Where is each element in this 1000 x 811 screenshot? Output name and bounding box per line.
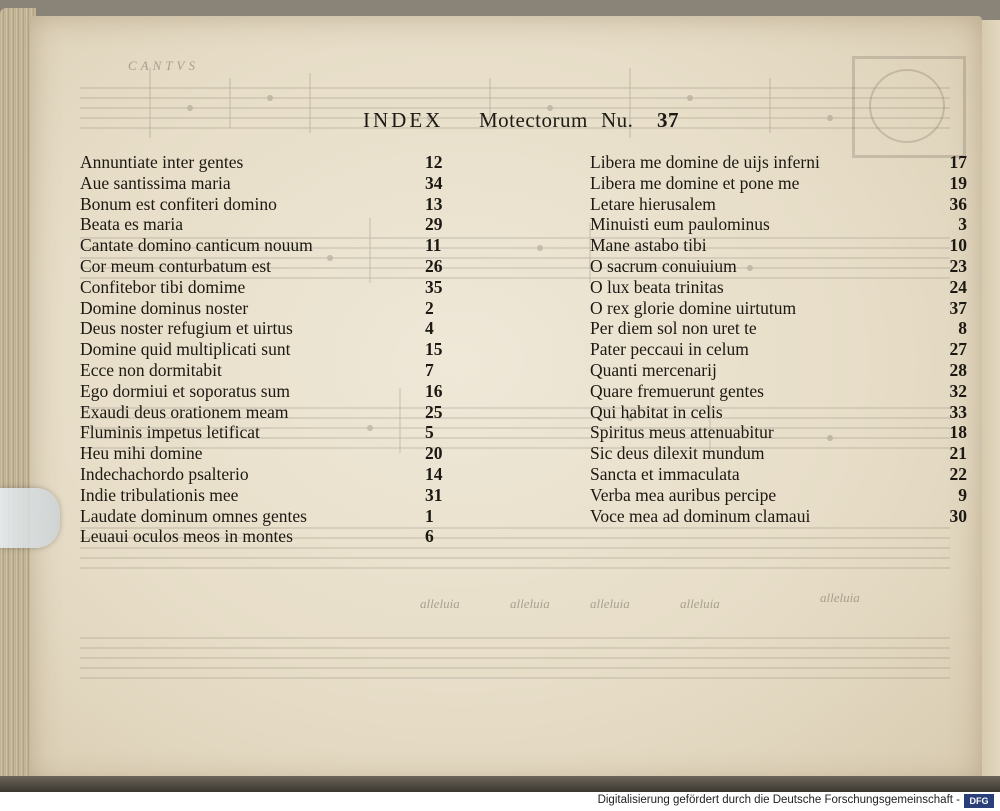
index-entry	[80, 464, 460, 485]
entry-number: 23	[949, 255, 967, 276]
entry-title: Mane astabo tibi	[590, 235, 707, 256]
entry-number: 33	[949, 401, 967, 422]
entry-title: Pater peccaui in celum	[590, 339, 749, 360]
index-entry	[590, 235, 975, 256]
index-entry	[590, 443, 975, 464]
entry-title: Heu mihi domine	[80, 443, 203, 464]
entry-title: Indie tribulationis mee	[80, 484, 239, 505]
entry-title: Voce mea ad dominum clamaui	[590, 505, 811, 526]
entry-number: 36	[949, 193, 967, 214]
entry-number: 34	[425, 172, 443, 193]
entry-title: Fluminis impetus letificat	[80, 422, 260, 443]
index-entry	[80, 381, 460, 402]
entry-number: 19	[949, 172, 967, 193]
page-header	[0, 108, 1000, 136]
entry-number: 31	[425, 484, 443, 505]
entry-title: O rex glorie domine uirtutum	[590, 297, 797, 318]
bleed-through-ornament	[852, 56, 966, 158]
entry-number: 1	[425, 505, 434, 526]
entry-title: Letare hierusalem	[590, 193, 716, 214]
header-nu: Nu.	[601, 108, 634, 132]
entry-title: Sic deus dilexit mundum	[590, 443, 765, 464]
entry-number: 17	[949, 152, 967, 172]
index-entry	[590, 381, 975, 402]
entry-number: 22	[949, 463, 967, 484]
entry-title: Sancta et immaculata	[590, 463, 740, 484]
entry-number: 13	[425, 193, 443, 214]
index-entry	[80, 506, 460, 527]
bleed-through-running-head: CANTVS	[128, 58, 199, 73]
index-entry	[80, 526, 460, 547]
entry-number: 25	[425, 401, 443, 422]
index-entry	[590, 339, 975, 360]
entry-number: 15	[425, 339, 443, 360]
index-entry	[80, 152, 460, 173]
index-entry	[80, 277, 460, 298]
index-entry	[80, 339, 460, 360]
scanner-shadow	[0, 776, 1000, 792]
entry-title: Quare fremuerunt gentes	[590, 380, 764, 401]
entry-number: 32	[949, 380, 967, 401]
index-entry	[80, 256, 460, 277]
entry-title: Domine quid multiplicati sunt	[80, 339, 291, 360]
entry-number: 8	[958, 318, 967, 339]
header-index: INDEX	[363, 108, 444, 132]
entry-title: Cor meum conturbatum est	[80, 255, 272, 276]
entry-title: O sacrum conuiuium	[590, 255, 737, 276]
entry-number: 24	[949, 276, 967, 297]
entry-title: Qui habitat in celis	[590, 401, 723, 422]
digitization-footer	[0, 792, 1000, 811]
index-entry	[80, 443, 460, 464]
footer-credit: Digitalisierung gefördert durch die Deutsche Forschungsgemeinschaft -	[597, 794, 960, 806]
bleed-through-lyric: alleluia	[680, 596, 720, 611]
bleed-through-lyric: alleluia	[590, 596, 630, 611]
index-entry	[590, 194, 975, 215]
index-entry	[590, 402, 975, 423]
entry-number: 26	[425, 255, 443, 276]
index-entry	[80, 422, 460, 443]
entry-number: 20	[425, 443, 443, 464]
index-entry	[80, 360, 460, 381]
entry-number: 29	[425, 214, 443, 235]
entry-number: 14	[425, 463, 443, 484]
entry-number: 10	[949, 235, 967, 256]
index-column-left	[80, 152, 460, 547]
entry-title: Ecce non dormitabit	[80, 359, 222, 380]
index-entry	[80, 194, 460, 215]
entry-title: Cantate domino canticum nouum	[80, 235, 313, 256]
index-entry	[590, 173, 975, 194]
entry-title: Libera me domine et pone me	[590, 172, 800, 193]
header-motectorum: Motectorum	[479, 108, 588, 132]
entry-title: Aue santissima maria	[80, 172, 231, 193]
index-entry	[590, 360, 975, 381]
entry-number: 6	[425, 526, 434, 547]
entry-title: Spiritus meus attenuabitur	[590, 422, 774, 443]
entry-title: Minuisti eum paulominus	[590, 214, 770, 235]
entry-title: Bonum est confiteri domino	[80, 193, 277, 214]
entry-title: Laudate dominum omnes gentes	[80, 505, 307, 526]
dfg-logo: DFG	[964, 794, 994, 808]
index-entry	[80, 173, 460, 194]
entry-number: 21	[949, 443, 967, 464]
entry-title: Beata es maria	[80, 214, 184, 235]
entry-number: 2	[425, 297, 434, 318]
entry-title: Per diem sol non uret te	[590, 318, 757, 339]
index-entry	[590, 256, 975, 277]
bleed-through-lyric: alleluia	[820, 590, 860, 605]
entry-number: 3	[958, 214, 967, 235]
index-entry	[590, 506, 975, 527]
index-entry	[590, 214, 975, 235]
entry-number: 4	[425, 318, 434, 339]
index-entry	[590, 464, 975, 485]
index-column-right	[590, 152, 975, 526]
entry-title: Quanti mercenarij	[590, 359, 717, 380]
index-entry	[590, 318, 975, 339]
index-entry	[80, 402, 460, 423]
entry-number: 35	[425, 276, 443, 297]
entry-number: 37	[949, 297, 967, 318]
index-entry	[80, 214, 460, 235]
entry-title: Confitebor tibi domime	[80, 276, 246, 297]
entry-title: Annuntiate inter gentes	[80, 152, 244, 172]
entry-number: 16	[425, 380, 443, 401]
index-entry	[80, 298, 460, 319]
index-entry	[590, 298, 975, 319]
entry-number: 30	[949, 505, 967, 526]
entry-title: O lux beata trinitas	[590, 276, 724, 297]
entry-title: Domine dominus noster	[80, 297, 249, 318]
index-entry	[80, 485, 460, 506]
entry-number: 12	[425, 152, 443, 172]
entry-number: 28	[949, 359, 967, 380]
bleed-through-lyric: alleluia	[420, 596, 460, 611]
entry-title: Ego dormiui et soporatus sum	[80, 380, 290, 401]
page-holder-clip	[0, 488, 60, 548]
entry-title: Leuaui oculos meos in montes	[80, 526, 293, 547]
index-entry	[80, 235, 460, 256]
entry-title: Libera me domine de uijs inferni	[590, 152, 820, 172]
entry-title: Exaudi deus orationem meam	[80, 401, 289, 422]
index-entry	[590, 422, 975, 443]
entry-title: Indechachordo psalterio	[80, 463, 249, 484]
index-entry	[590, 485, 975, 506]
entry-number: 18	[949, 422, 967, 443]
index-entry	[590, 152, 975, 173]
index-entry	[80, 318, 460, 339]
page-number: 37	[657, 108, 679, 132]
entry-title: Deus noster refugium et uirtus	[80, 318, 293, 339]
bleed-through-lyric: alleluia	[510, 596, 550, 611]
entry-number: 11	[425, 235, 442, 256]
entry-title: Verba mea auribus percipe	[590, 484, 777, 505]
index-entry	[590, 277, 975, 298]
entry-number: 27	[949, 339, 967, 360]
entry-number: 5	[425, 422, 434, 443]
entry-number: 9	[958, 484, 967, 505]
entry-number: 7	[425, 359, 434, 380]
